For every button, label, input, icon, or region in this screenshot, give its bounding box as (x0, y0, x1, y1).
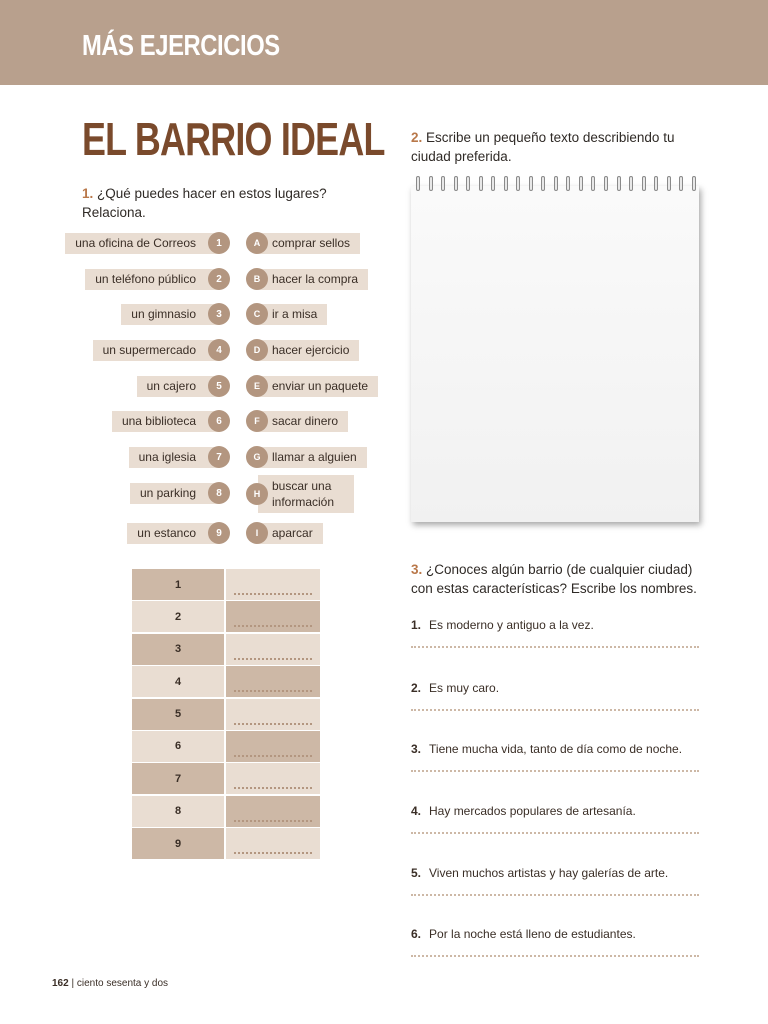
exercise1-text: ¿Qué puedes hacer en estos lugares? Relaciona. (82, 186, 327, 220)
exercise1-instruction (82, 184, 342, 222)
grid-number: 4 (132, 666, 224, 697)
answer-line[interactable] (411, 832, 699, 834)
answer-line[interactable] (411, 955, 699, 957)
exercise2-instruction (411, 128, 701, 166)
place-item (127, 522, 220, 544)
grid-answer-field[interactable] (226, 731, 320, 762)
action-label: ir a misa (258, 304, 327, 325)
answer-grid (132, 569, 320, 861)
answer-line[interactable] (411, 770, 699, 772)
grid-number: 7 (132, 763, 224, 794)
footer-page-text: ciento sesenta y dos (76, 978, 169, 989)
question-text: Es moderno y antiguo a la vez. (429, 618, 594, 632)
grid-answer-field[interactable] (226, 796, 320, 827)
place-label: un parking (130, 483, 220, 504)
action-label: comprar sellos (258, 233, 360, 254)
place-item (112, 410, 220, 432)
action-label: llamar a alguien (258, 447, 367, 468)
answer-line[interactable] (411, 646, 699, 648)
grid-answer-field[interactable] (226, 699, 320, 730)
question-text: Viven muchos artistas y hay galerías de arte. (429, 866, 669, 880)
action-letter-badge: A (246, 232, 268, 254)
place-number-badge: 9 (208, 522, 230, 544)
spiral-ring (642, 176, 646, 191)
grid-row (132, 699, 320, 730)
answer-line[interactable] (411, 709, 699, 711)
grid-row (132, 731, 320, 762)
spiral-ring (466, 176, 470, 191)
spiral-ring (654, 176, 658, 191)
place-item (129, 446, 220, 468)
exercise3-instruction (411, 560, 706, 598)
place-item (65, 232, 220, 254)
question-text: Hay mercados populares de artesanía. (429, 804, 636, 818)
action-item (246, 446, 367, 468)
spiral-ring (591, 176, 595, 191)
action-letter-badge: C (246, 303, 268, 325)
grid-number: 3 (132, 634, 224, 665)
place-item (130, 482, 220, 504)
action-letter-badge: E (246, 375, 268, 397)
place-label: un supermercado (93, 340, 220, 361)
grid-row (132, 569, 320, 600)
place-number-badge: 2 (208, 268, 230, 290)
question-text-row (411, 679, 701, 697)
question-item (411, 864, 701, 896)
action-letter-badge: B (246, 268, 268, 290)
spiral-ring (416, 176, 420, 191)
place-number-badge: 5 (208, 375, 230, 397)
place-label: una iglesia (129, 447, 220, 468)
place-number-badge: 7 (208, 446, 230, 468)
question-item (411, 616, 701, 648)
question-item (411, 925, 701, 957)
spiral-ring (692, 176, 696, 191)
spiral-ring (604, 176, 608, 191)
action-item (246, 339, 359, 361)
question-item (411, 802, 701, 834)
question-number: 2. (411, 681, 422, 695)
spiral-ring (504, 176, 508, 191)
page-footer (52, 978, 168, 989)
spiral-ring (429, 176, 433, 191)
question-number: 1. (411, 618, 422, 632)
grid-number: 5 (132, 699, 224, 730)
spiral-ring (529, 176, 533, 191)
spiral-ring (491, 176, 495, 191)
exercise2-text: Escribe un pequeño texto describiendo tu ciudad preferida. (411, 130, 675, 164)
grid-answer-field[interactable] (226, 763, 320, 794)
action-letter-badge: F (246, 410, 268, 432)
question-text-row (411, 925, 701, 943)
action-label: sacar dinero (258, 411, 348, 432)
spiral-ring (667, 176, 671, 191)
action-item (246, 410, 348, 432)
action-label: aparcar (258, 523, 323, 544)
grid-row (132, 828, 320, 859)
question-text-row (411, 740, 701, 758)
spiral-ring (629, 176, 633, 191)
grid-number: 2 (132, 601, 224, 632)
place-item (137, 375, 220, 397)
exercise3-number: 3. (411, 562, 423, 577)
place-item (93, 339, 220, 361)
place-number-badge: 6 (208, 410, 230, 432)
question-item (411, 679, 701, 711)
action-letter-badge: I (246, 522, 268, 544)
grid-answer-field[interactable] (226, 828, 320, 859)
question-text-row (411, 802, 701, 820)
action-item (246, 475, 354, 513)
spiral-ring (554, 176, 558, 191)
spiral-binding (414, 176, 698, 194)
place-label: un cajero (137, 376, 220, 397)
grid-number: 8 (132, 796, 224, 827)
spiral-ring (516, 176, 520, 191)
answer-line[interactable] (411, 894, 699, 896)
grid-row (132, 796, 320, 827)
question-number: 3. (411, 742, 422, 756)
spiral-ring (454, 176, 458, 191)
action-letter-badge: H (246, 483, 268, 505)
spiral-ring (479, 176, 483, 191)
footer-separator: | (71, 978, 75, 989)
action-item (246, 268, 368, 290)
place-label: un gimnasio (121, 304, 220, 325)
banner-title: MÁS EJERCICIOS (82, 30, 280, 62)
grid-number: 6 (132, 731, 224, 762)
exercise1-number: 1. (82, 186, 94, 201)
grid-answer-field[interactable] (226, 601, 320, 632)
action-label: buscar una información (258, 475, 354, 513)
action-item (246, 375, 378, 397)
header-banner (0, 0, 768, 85)
question-text-row (411, 616, 701, 634)
grid-row (132, 666, 320, 697)
spiral-ring (541, 176, 545, 191)
grid-number: 1 (132, 569, 224, 600)
page-title: EL BARRIO IDEAL (82, 113, 385, 165)
action-item (246, 522, 323, 544)
action-label: enviar un paquete (258, 376, 378, 397)
question-text: Por la noche está lleno de estudiantes. (429, 927, 636, 941)
spiral-ring (566, 176, 570, 191)
action-label: hacer la compra (258, 269, 368, 290)
place-label: una biblioteca (112, 411, 220, 432)
place-number-badge: 8 (208, 482, 230, 504)
grid-answer-field[interactable] (226, 666, 320, 697)
grid-number: 9 (132, 828, 224, 859)
spiral-ring (617, 176, 621, 191)
place-number-badge: 4 (208, 339, 230, 361)
grid-row (132, 763, 320, 794)
place-number-badge: 3 (208, 303, 230, 325)
grid-row (132, 634, 320, 665)
question-number: 6. (411, 927, 422, 941)
grid-answer-field[interactable] (226, 634, 320, 665)
question-item (411, 740, 701, 772)
place-label: un estanco (127, 523, 220, 544)
question-text: Tiene mucha vida, tanto de día como de noche. (429, 742, 683, 756)
action-letter-badge: D (246, 339, 268, 361)
place-number-badge: 1 (208, 232, 230, 254)
place-item (85, 268, 220, 290)
place-item (121, 303, 220, 325)
action-item (246, 232, 360, 254)
question-number: 4. (411, 804, 422, 818)
exercise3-text: ¿Conoces algún barrio (de cualquier ciudad) con estas características? Escribe los nombres. (411, 562, 697, 596)
action-item (246, 303, 327, 325)
notebook-writing-area[interactable] (411, 186, 699, 522)
action-label: hacer ejercicio (258, 340, 359, 361)
grid-answer-field[interactable] (226, 569, 320, 600)
place-label: un teléfono público (85, 269, 220, 290)
exercise2-number: 2. (411, 130, 423, 145)
page-number: 162 (52, 978, 69, 989)
question-text: Es muy caro. (429, 681, 500, 695)
question-number: 5. (411, 866, 422, 880)
action-letter-badge: G (246, 446, 268, 468)
question-text-row (411, 864, 701, 882)
spiral-ring (679, 176, 683, 191)
place-label: una oficina de Correos (65, 233, 220, 254)
grid-row (132, 601, 320, 632)
spiral-ring (579, 176, 583, 191)
spiral-ring (441, 176, 445, 191)
